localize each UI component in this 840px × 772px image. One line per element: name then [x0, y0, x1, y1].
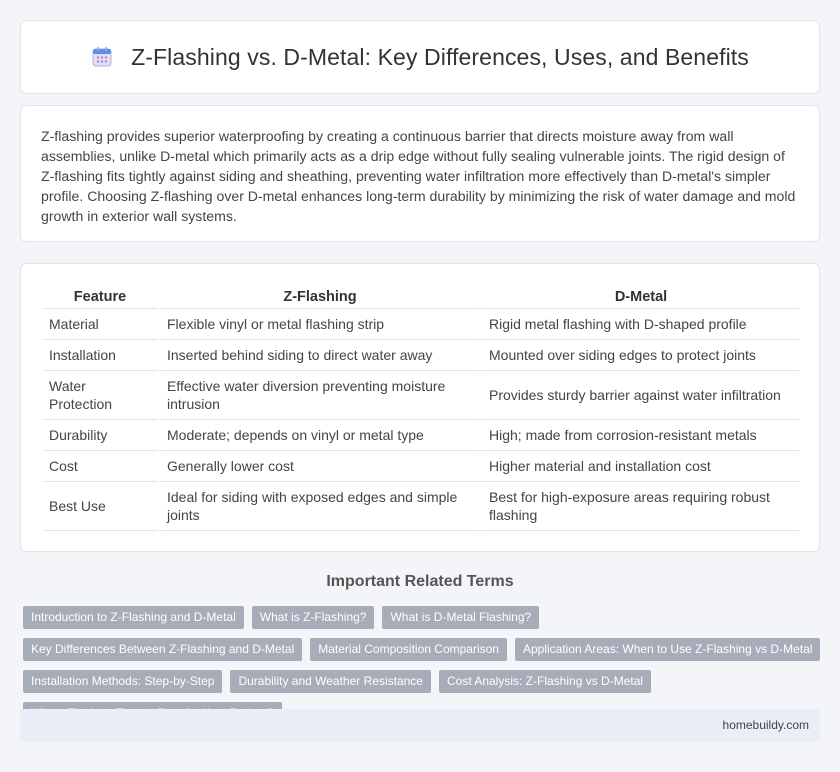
table-cell: High; made from corrosion-resistant metals	[479, 420, 799, 451]
table-cell: Generally lower cost	[157, 451, 479, 482]
related-terms-tags	[23, 606, 823, 725]
table-cell: Durability	[43, 420, 157, 451]
comparison-table-card	[20, 263, 820, 552]
table-cell: Material	[43, 309, 157, 340]
table-cell: Higher material and installation cost	[479, 451, 799, 482]
intro-text: Z-flashing provides superior waterproofing by creating a continuous barrier that directs moisture away from wall assemblies, unlike D-metal which primarily acts as a drip edge without fully sealing vulnerable joints. The rigid design of Z-flashing fits tightly against siding and sheathing, preventing water infiltration more effectively than D-metal's simpler profile. Choosing Z-flashing over D-metal enhances long-term durability by minimizing the risk of water damage and mold growth in exterior wall systems.	[41, 128, 796, 224]
table-cell: Ideal for siding with exposed edges and simple joints	[157, 482, 479, 531]
column-header-d-metal: D-Metal	[479, 286, 799, 309]
table-cell: Moderate; depends on vinyl or metal type	[157, 420, 479, 451]
tag-link[interactable]: What is D-Metal Flashing?	[382, 606, 539, 629]
title-wrap	[91, 44, 749, 71]
table-cell: Provides sturdy barrier against water infiltration	[479, 371, 799, 420]
table-row	[43, 340, 799, 371]
table-cell: Effective water diversion preventing moisture intrusion	[157, 371, 479, 420]
tag-link[interactable]: Key Differences Between Z-Flashing and D-Metal	[23, 638, 302, 661]
table-cell: Inserted behind siding to direct water away	[157, 340, 479, 371]
table-cell: Installation	[43, 340, 157, 371]
tag-link[interactable]: What is Z-Flashing?	[252, 606, 375, 629]
tag-link[interactable]: Durability and Weather Resistance	[230, 670, 431, 693]
table-cell: Flexible vinyl or metal flashing strip	[157, 309, 479, 340]
table-cell: Best for high-exposure areas requiring robust flashing	[479, 482, 799, 531]
column-header-z-flashing: Z-Flashing	[157, 286, 479, 309]
table-row	[43, 371, 799, 420]
related-terms-title: Important Related Terms	[326, 573, 514, 590]
tag-link[interactable]: Material Composition Comparison	[310, 638, 507, 661]
tag-link[interactable]: Introduction to Z-Flashing and D-Metal	[23, 606, 244, 629]
table-row	[43, 420, 799, 451]
table-cell: Best Use	[43, 482, 157, 531]
table-cell: Water Protection	[43, 371, 157, 420]
table-cell: Rigid metal flashing with D-shaped profile	[479, 309, 799, 340]
page-title: Z-Flashing vs. D-Metal: Key Differences, Uses, and Benefits	[131, 43, 749, 70]
header-card	[20, 20, 820, 94]
table-row	[43, 451, 799, 482]
table-cell: Mounted over siding edges to protect joints	[479, 340, 799, 371]
tag-link[interactable]: Application Areas: When to Use Z-Flashing vs D-Metal	[515, 638, 820, 661]
tag-link[interactable]: Cost Analysis: Z-Flashing vs D-Metal	[439, 670, 651, 693]
column-header-feature: Feature	[43, 286, 157, 309]
footer-site-link[interactable]: homebuildy.com	[722, 718, 809, 732]
footer	[20, 709, 820, 742]
table-header-row	[43, 286, 799, 309]
intro-card	[20, 105, 820, 242]
comparison-table	[43, 286, 799, 531]
table-row	[43, 309, 799, 340]
calendar-icon	[91, 46, 113, 68]
tag-link[interactable]: Installation Methods: Step-by-Step	[23, 670, 222, 693]
table-row	[43, 482, 799, 531]
table-cell: Cost	[43, 451, 157, 482]
